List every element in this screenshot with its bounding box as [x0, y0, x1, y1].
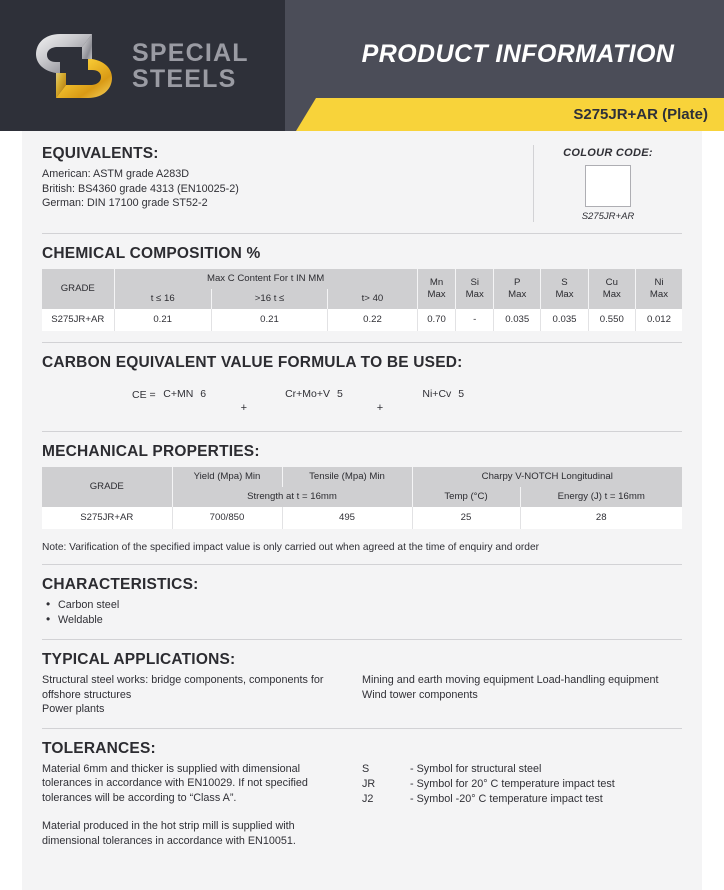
cell-mn: 0.70 — [417, 309, 456, 331]
table-header-row-top — [42, 269, 682, 289]
list-item: • Carbon steel — [42, 598, 682, 613]
term2-denominator: 5 — [336, 388, 343, 400]
mech-cell-energy: 28 — [520, 507, 682, 529]
term3-denominator: 5 — [458, 388, 465, 400]
mech-col-energy: Energy (J) t = 16mm — [520, 487, 682, 507]
characteristics-heading: CHARACTERISTICS: — [42, 576, 199, 593]
brand-wordmark — [132, 40, 249, 92]
colour-code-section — [534, 145, 682, 222]
brand-line-1: SPECIAL — [132, 39, 249, 67]
divider-after-characteristics — [42, 639, 682, 640]
badge-bar-notch — [296, 98, 316, 131]
symbol-key: J2 — [362, 792, 374, 805]
carbon-equivalent-formula — [42, 376, 682, 420]
divider-after-applications — [42, 728, 682, 729]
cell-p: 0.035 — [494, 309, 541, 331]
equivalent-british: British: BS4360 grade 4313 (EN10025-2) — [42, 182, 239, 195]
formula-operator-1: + — [240, 402, 248, 414]
list-item: • Weldable — [42, 613, 682, 628]
mech-cell-tensile: 495 — [282, 507, 412, 529]
formula-term-1 — [132, 388, 207, 401]
characteristics-section — [42, 576, 682, 628]
divider-after-mechanical — [42, 564, 682, 565]
special-steels-s-logo-icon — [30, 26, 118, 106]
col-ni: Ni Max — [635, 269, 682, 309]
symbol-description: - Symbol for 20° C temperature impact test — [410, 777, 615, 790]
col-t-16-40: >16 t ≤ — [211, 289, 327, 309]
mechanical-properties-table — [42, 467, 682, 529]
mech-cell-temp: 25 — [412, 507, 520, 529]
term1-numerator: C+MN — [163, 388, 194, 400]
symbol-description: - Symbol -20° C temperature impact test — [410, 792, 603, 805]
typical-applications-section — [42, 651, 682, 717]
applications-right-column — [362, 673, 682, 717]
colour-code-swatch — [585, 165, 631, 207]
formula-lead: CE = — [132, 389, 156, 401]
col-p: P Max — [494, 269, 541, 309]
chemical-composition-section — [42, 245, 682, 331]
characteristics-list — [42, 598, 682, 628]
symbol-row — [362, 777, 682, 792]
cell-si: - — [456, 309, 494, 331]
tolerance-paragraph: Material 6mm and thicker is supplied with dimensional tolerances in accordance with EN10029. If not specified tolerances will be according to “Class A”. — [42, 762, 308, 804]
tolerances-section — [42, 740, 682, 849]
mech-col-temp: Temp (°C) — [412, 487, 520, 507]
term1-denominator: 6 — [200, 388, 207, 400]
tolerance-paragraph: Material produced in the hot strip mill is supplied with dimensional tolerances in accordance with EN10051. — [42, 820, 296, 847]
mechanical-properties-section — [42, 443, 682, 553]
mech-col-charpy-group: Charpy V-NOTCH Longitudinal — [412, 467, 682, 487]
divider-after-formula — [42, 431, 682, 432]
col-s: S Max — [541, 269, 588, 309]
col-mn: Mn Max — [417, 269, 456, 309]
col-grade: GRADE — [42, 269, 114, 309]
document-body — [22, 131, 702, 890]
symbol-key: JR — [362, 777, 376, 790]
typical-applications-columns — [42, 673, 682, 717]
equivalent-german: German: DIN 17100 grade ST52-2 — [42, 197, 208, 209]
equivalent-american: American: ASTM grade A283D — [42, 168, 190, 180]
cell-c-t16: 0.21 — [114, 309, 211, 331]
symbol-key: S — [362, 762, 370, 775]
tolerances-columns — [42, 762, 682, 849]
equivalents-section — [42, 145, 682, 222]
colour-code-heading: COLOUR CODE: — [563, 147, 653, 159]
cell-cu: 0.550 — [588, 309, 635, 331]
chemical-composition-heading: CHEMICAL COMPOSITION % — [42, 245, 261, 262]
mech-col-grade: GRADE — [42, 467, 172, 507]
applications-left-column — [42, 673, 362, 717]
table-row — [42, 309, 682, 331]
chemical-composition-table — [42, 269, 682, 331]
application-item: Wind tower components — [362, 688, 478, 701]
mech-col-strength: Strength at t = 16mm — [172, 487, 412, 507]
mechanical-properties-heading: MECHANICAL PROPERTIES: — [42, 443, 260, 460]
tolerances-heading: TOLERANCES: — [42, 739, 156, 757]
col-t-gt-40: t> 40 — [328, 289, 418, 309]
carbon-equivalent-section — [42, 354, 682, 420]
cell-grade: S275JR+AR — [42, 309, 114, 331]
mech-cell-yield: 700/850 — [172, 507, 282, 529]
col-si: Si Max — [456, 269, 494, 309]
term3-numerator: Ni+Cv — [422, 388, 452, 400]
product-badge-label: S275JR+AR (Plate) — [573, 106, 708, 123]
symbol-row — [362, 792, 682, 807]
divider-after-chemical — [42, 342, 682, 343]
term2-numerator: Cr+Mo+V — [285, 388, 331, 400]
mech-header-row-top — [42, 467, 682, 487]
brand-line-2: STEELS — [132, 65, 237, 93]
mech-col-yield: Yield (Mpa) Min — [172, 467, 282, 487]
symbol-row — [362, 762, 682, 777]
application-item: Power plants — [42, 703, 105, 715]
colour-code-label: S275JR+AR — [581, 211, 635, 222]
col-t-le-16: t ≤ 16 — [114, 289, 211, 309]
cell-ni: 0.012 — [635, 309, 682, 331]
col-cu: Cu Max — [588, 269, 635, 309]
formula-term-2 — [281, 388, 343, 400]
formula-operator-2: + — [376, 402, 384, 414]
cell-c-t40: 0.22 — [328, 309, 418, 331]
mech-cell-grade: S275JR+AR — [42, 507, 172, 529]
carbon-equivalent-heading: CARBON EQUIVALENT VALUE FORMULA TO BE USED: — [42, 354, 463, 371]
divider-after-equivalents — [42, 233, 682, 234]
application-item: Mining and earth moving equipment Load-handling equipment — [362, 674, 659, 686]
mechanical-properties-note: Note: Varification of the specified impact value is only carried out when agreed at the time of enquiry and order — [42, 542, 540, 553]
equivalents-text-block — [42, 145, 533, 222]
symbol-description: - Symbol for structural steel — [410, 762, 542, 775]
tolerances-symbols-column — [362, 762, 682, 849]
table-row — [42, 507, 682, 529]
cell-c-16-40: 0.21 — [211, 309, 327, 331]
brand-logo — [30, 26, 249, 106]
formula-term-3 — [417, 388, 465, 400]
col-max-c-group: Max C Content For t IN MM — [114, 269, 417, 289]
page-title: PRODUCT INFORMATION — [361, 40, 675, 68]
typical-applications-heading: TYPICAL APPLICATIONS: — [42, 651, 236, 668]
page-header — [0, 0, 724, 131]
mech-col-tensile: Tensile (Mpa) Min — [282, 467, 412, 487]
tolerances-text-column — [42, 762, 362, 849]
equivalents-heading: EQUIVALENTS: — [42, 145, 159, 162]
cell-s: 0.035 — [541, 309, 588, 331]
application-item: Structural steel works: bridge components, components for offshore structures — [42, 674, 324, 701]
